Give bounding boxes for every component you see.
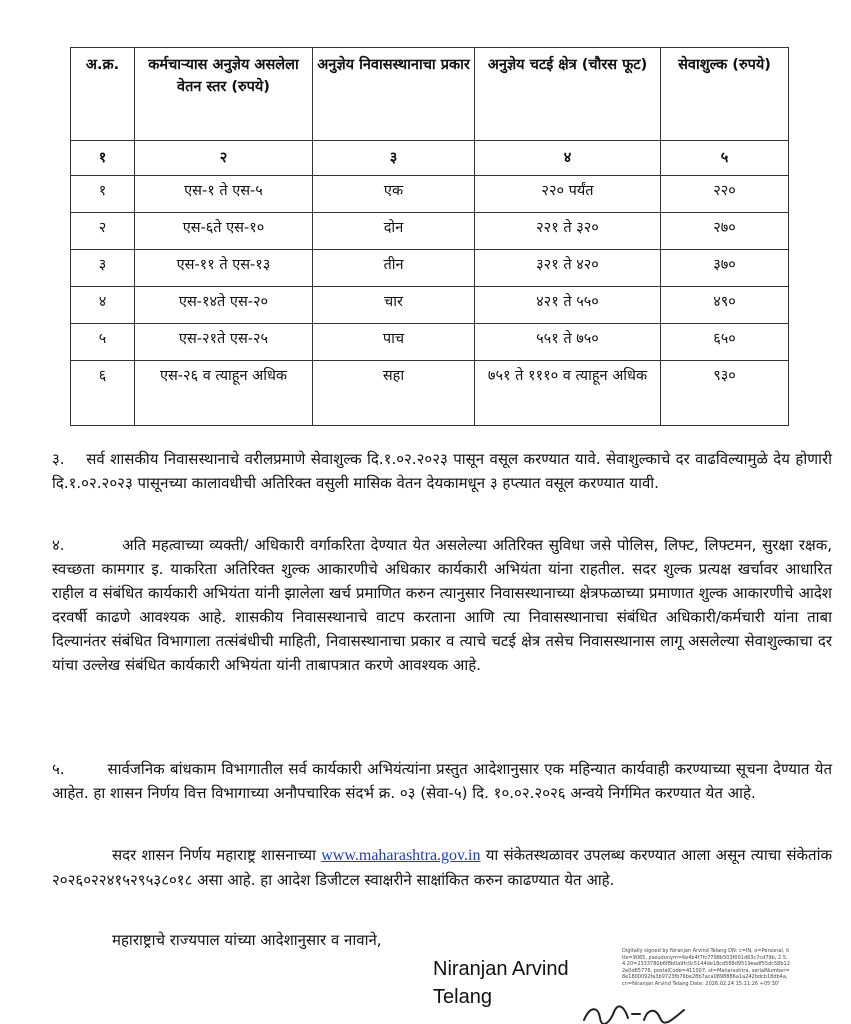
cell-serial: ५ <box>71 324 135 361</box>
paragraph-text: सर्व शासकीय निवासस्थानाचे वरीलप्रमाणे सेवाशुल्क दि.१.०२.२०२३ पासून वसूल करण्यात यावे. सेवाशुल्काचे दर वाढविल्यामुळे देय होणारी दि.१.०२.२०२३ पासूनच्या कालावधीची अतिरिक्त वसुली मासिक वेतन देयकामधून ३ हप्त्यात वसूल करण्यात यावी. <box>52 450 832 492</box>
table-row <box>71 287 789 324</box>
signatory-name <box>433 955 569 1011</box>
table-row <box>71 250 789 287</box>
paragraph-number: ३. <box>52 450 65 468</box>
paragraph-4 <box>52 533 832 677</box>
cell-carpet-area: ४२१ ते ५५० <box>475 287 661 324</box>
digital-signature-block: Digitally signed by Niranjan Arvind Telang DN: c=IN, o=Personal, title=9065, pseudonym=6e4b4f7fc7798b503f001d63c7cd79b, 2.5.4.20=2333780b6f8b0a9fc0c5144de18cd588d9519eadf55dc58b122e0d65776, postalCode=411007, st=Maharashtra, serialNumber=8e1800092fa3b9723fb76be28b7aca0898886a1a242bdcb18db4a, cn=Niranjan Arvind Telang Date: 2026.02.24 15:11:26 +05'30' <box>622 948 790 987</box>
cell-carpet-area: २२१ ते ३२० <box>475 213 661 250</box>
cell-residence-type: सहा <box>313 361 475 426</box>
cell-service-fee: ४९० <box>661 287 789 324</box>
column-number: ५ <box>661 141 789 176</box>
table-row <box>71 213 789 250</box>
cell-carpet-area: ५५१ ते ७५० <box>475 324 661 361</box>
service-fee-table <box>70 47 789 426</box>
paragraph-number: ५. <box>52 760 65 778</box>
column-number: ३ <box>313 141 475 176</box>
cell-residence-type: एक <box>313 176 475 213</box>
handwritten-signature <box>580 1004 690 1024</box>
cell-pay-level: एस-२१ते एस-२५ <box>135 324 313 361</box>
cell-residence-type: दोन <box>313 213 475 250</box>
table-row <box>71 361 789 426</box>
header-service-fee: सेवाशुल्क (रुपये) <box>661 48 789 141</box>
cell-pay-level: एस-१ ते एस-५ <box>135 176 313 213</box>
column-number-row <box>71 141 789 176</box>
paragraph-text: अति महत्वाच्या व्यक्ती/ अधिकारी वर्गाकरिता देण्यात येत असलेल्या अतिरिक्त सुविधा जसे पोलिस, लिफ्ट, लिफ्टमन, सुरक्षा रक्षक, स्वच्छता कामगार इ. याकरिता अतिरिक्त शुल्क आकारणीचे अधिकार कार्यकारी अभियंता यांना राहतील. सदर शुल्क प्रत्यक्ष खर्चावर आधारित राहील व संबंधित कार्यकारी अभियंता यांनी झालेला खर्च प्रमाणित करुन त्यानुसार निवासस्थानाच्या क्षेत्रफळाच्या प्रमाणात शुल्क आकारणीचे आदेश दरवर्षी काढणे आवश्यक आहे. शासकीय निवासस्थानाचे वाटप करताना आणि त्या निवासस्थानाचा संबंधित अधिकारी/कर्मचारी यांना ताबा दिल्यानंतर संबंधित विभागाला तत्संबंधीची माहिती, निवासस्थानाचा प्रकार व त्याचे चटई क्षेत्र तसेच निवासस्थानास लागू असलेल्या सेवाशुल्काचा दर यांचा उल्लेख संबंधित कार्यकारी अभियंता यांनी ताबापत्रात करणे आवश्यक आहे. <box>52 536 832 674</box>
cell-carpet-area: ३२१ ते ४२० <box>475 250 661 287</box>
cell-serial: २ <box>71 213 135 250</box>
cell-residence-type: पाच <box>313 324 475 361</box>
website-link[interactable]: www.maharashtra.gov.in <box>321 847 481 864</box>
header-residence-type: अनुज्ञेय निवासस्थानाचा प्रकार <box>313 48 475 141</box>
paragraph-6 <box>52 843 832 892</box>
paragraph-3 <box>52 447 832 495</box>
cell-serial: ३ <box>71 250 135 287</box>
cell-serial: १ <box>71 176 135 213</box>
column-number: १ <box>71 141 135 176</box>
cell-pay-level: एस-१४ते एस-२० <box>135 287 313 324</box>
table-row <box>71 324 789 361</box>
signatory-name-line-2: Telang <box>433 986 492 1008</box>
cell-service-fee: ९३० <box>661 361 789 426</box>
paragraph-number: ४. <box>52 536 65 554</box>
header-carpet-area: अनुज्ञेय चटई क्षेत्र (चौरस फूट) <box>475 48 661 141</box>
column-number: ४ <box>475 141 661 176</box>
paragraph-5 <box>52 757 832 805</box>
paragraph-text: या संकेतस्थळावर उपलब्ध करण्यात आला असून त्याचा संकेतांक २०२६०२२४१५२९५३८०१८ असा आहे. हा आदेश डिजीटल स्वाक्षरीने साक्षांकित करुन काढण्यात येत आहे. <box>52 846 832 889</box>
paragraph-text: सदर शासन निर्णय महाराष्ट्र शासनाच्या <box>112 846 317 864</box>
cell-service-fee: ३७० <box>661 250 789 287</box>
closing-text: महाराष्ट्राचे राज्यपाल यांच्या आदेशानुसार व नावाने, <box>112 931 382 949</box>
cell-service-fee: २७० <box>661 213 789 250</box>
cell-carpet-area: ७५१ ते १११० व त्याहून अधिक <box>475 361 661 426</box>
table-row <box>71 176 789 213</box>
cell-serial: ६ <box>71 361 135 426</box>
header-serial: अ.क्र. <box>71 48 135 141</box>
cell-pay-level: एस-११ ते एस-१३ <box>135 250 313 287</box>
cell-residence-type: चार <box>313 287 475 324</box>
paragraph-text: सार्वजनिक बांधकाम विभागातील सर्व कार्यकारी अभियंत्यांना प्रस्तुत आदेशानुसार एक महिन्यात कार्यवाही करण्याच्या सूचना देण्यात येत आहेत. हा शासन निर्णय वित्त विभागाच्या अनौपचारिक संदर्भ क्र. ०३ (सेवा-५) दि. १०.०२.२०२६ अन्वये निर्गमित करण्यात येत आहे. <box>52 760 832 802</box>
cell-serial: ४ <box>71 287 135 324</box>
header-pay-level: कर्मचाऱ्यास अनुज्ञेय असलेला वेतन स्तर (रुपये) <box>135 48 313 141</box>
column-number: २ <box>135 141 313 176</box>
cell-pay-level: एस-२६ व त्याहून अधिक <box>135 361 313 426</box>
table-header-row <box>71 48 789 141</box>
cell-residence-type: तीन <box>313 250 475 287</box>
cell-service-fee: ६५० <box>661 324 789 361</box>
cell-carpet-area: २२० पर्यंत <box>475 176 661 213</box>
signatory-name-line-1: Niranjan Arvind <box>433 958 569 980</box>
cell-service-fee: २२० <box>661 176 789 213</box>
cell-pay-level: एस-६ते एस-१० <box>135 213 313 250</box>
